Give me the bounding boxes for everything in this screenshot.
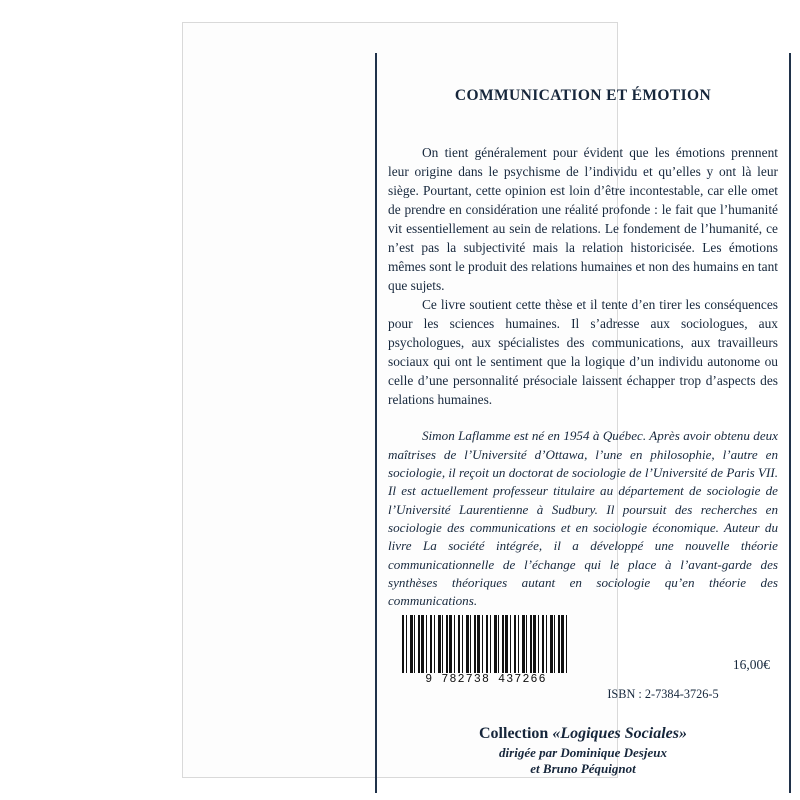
collection-directors <box>388 745 778 778</box>
barcode-section <box>388 615 778 701</box>
barcode-icon <box>402 615 570 673</box>
author-bio <box>388 427 778 610</box>
blurb-paragraph-1: On tient généralement pour évident que les émotions prennent leur origine dans le psychisme de l’individu et qu’elles y ont là leur siège. Pourtant, cette opinion est loin d’être incontestable, car elle omet de prendre en considération une réalité profonde : le fait que l’humanité vit essentiellement au sein de relations. Le fondement de l’humanité, ce n’est pas la subjectivité mais la relation historicisée. Les émotions mêmes sont le produit des relations humaines et non des humains en tant que sujets. <box>388 145 778 294</box>
blurb-text <box>388 143 778 409</box>
price-label: 16,00€ <box>732 657 770 672</box>
collection-block <box>388 725 778 778</box>
author-bio-paragraph: Simon Laflamme est né en 1954 à Québec. Après avoir obtenu deux maîtrises de l’Université d’Ottawa, l’une en philosophie, l’autre en sociologie, il reçoit un doctorat de sociologie de l’Université de Paris VII. Il est actuellement professeur titulaire au département de sociologie de l’Université Laurentienne à Sudbury. Il poursuit des recherches en sociologie des communications et en sociologie économique. Auteur du livre La société intégrée, il a développé une nouvelle théorie communicationnelle de l’échange qui le place à l’avant-garde des synthèses théoriques autant en sociologie qu’en théorie des communications. <box>388 428 778 609</box>
barcode-number: 9 782738 437266 <box>425 673 547 686</box>
blurb-paragraph-2: Ce livre soutient cette thèse et il tente d’en tirer les conséquences pour les sciences humaines. Il s’adresse aux sociologues, aux psychologues, aux spécialistes des communications, aux travailleurs sociaux qui ont le sentiment que la logique d’un individu autonome ou celle d’une personnalité présociale laissent échapper trop d’aspects des relations humaines. <box>388 297 778 408</box>
book-title: COMMUNICATION ET ÉMOTION <box>454 87 712 104</box>
isbn-label: ISBN : 2-7384-3726-5 <box>607 687 719 701</box>
collection-prefix: Collection <box>479 725 553 742</box>
cover-content <box>388 63 778 785</box>
collection-title <box>388 725 778 743</box>
collection-director-line-1: dirigée par Dominique Desjeux <box>499 745 667 760</box>
book-back-cover <box>182 22 778 778</box>
collection-director-line-2: et Bruno Péquignot <box>530 761 636 777</box>
collection-name: «Logiques Sociales» <box>552 725 687 742</box>
